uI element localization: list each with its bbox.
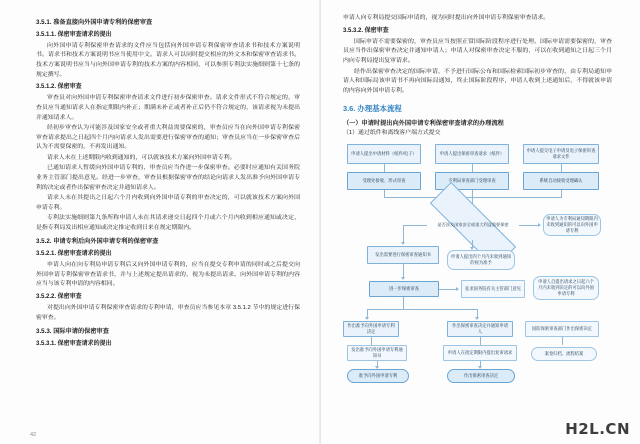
flow-arrow-7 xyxy=(365,317,369,320)
flow-node-19-label: 案卷归档、流程结案 xyxy=(544,350,584,356)
paragraph-1: 向外国申请专利保密审查请求的文件应当包括向外国申请专利保密审查请求书和技术方案说明书。请求书和技术方案说明书应当使用中文。请求人可以同时提交相应的外文本和保密审查请求书。技术方案说明书应当与向外国申请专利的技术方案的内容相同，可以参照专利法实施细则第十七条的规定撰写。 xyxy=(36,42,300,78)
subsection-heading: （一）申请时提出向外国申请专利保密审查请求的办理流程 xyxy=(343,120,504,128)
flow-node-13 xyxy=(343,321,399,337)
flow-node-3-label: 申请人提交电子申请及电子保密审查请求文件 xyxy=(526,148,596,159)
flow-node-9 xyxy=(543,214,601,236)
heading-3-5-2-1: 3.5.2.1. 保密审查请求的提出 xyxy=(36,250,112,257)
flow-node-4 xyxy=(347,172,421,190)
flow-node-1 xyxy=(347,144,421,164)
process-flow-diagram xyxy=(343,144,612,380)
flow-node-19 xyxy=(531,347,597,361)
flow-node-13-label: 作出准予向外国申请专利决定 xyxy=(347,323,395,334)
paragraph-7: 专利法实施细则第九条所称申请人未在其请求递交日起四个月或六个月内收到相应通知或决定，是指专利局发出相应通知或决定推定收到日来在规定期限内。 xyxy=(36,215,300,231)
flow-node-14-label: 作出保密审查决定并通知申请人 xyxy=(452,323,508,334)
flow-node-18 xyxy=(443,345,517,361)
paragraph-3: 经初步审查认为可能涉及国家安全或者重大利益需要保密的，审查员应当在向外国申请专利保密审查请求提出之日起四个月内向请求人发出需要进行保密审查的通知；审查员应当在一步保密审查后认为不需要保密的，不再发出通知。 xyxy=(36,125,300,151)
watermark: H2L.CN xyxy=(565,420,630,438)
flow-arrow-2 xyxy=(538,223,541,227)
flow-node-16 xyxy=(347,345,407,361)
page-number: 42 xyxy=(30,432,37,438)
flow-line-3 xyxy=(561,164,562,172)
flow-node-5-label: 专利局审查部门受理审查 xyxy=(448,177,496,183)
flow-line-5 xyxy=(472,190,473,197)
flow-node-16-label: 发出准予向外国申请专利通知书 xyxy=(351,347,403,358)
heading-3-5-1: 3.5.1. 准备直接向外国申请专利的保密审查 xyxy=(36,19,153,26)
flow-line-19 xyxy=(371,337,372,345)
flow-line-9 xyxy=(519,225,539,226)
flow-arrow-8 xyxy=(475,317,479,320)
flow-node-21 xyxy=(447,369,515,383)
flow-node-6 xyxy=(523,172,599,190)
paragraph-2: 审查员对向外国申请专利保密审查请求文件进行初步保密审查。请求文件形式不符合规定的，审查员应当通知请求人在指定期限内补正；期满未补正或者补正后仍不符合规定的，该请求视为未提出并通知请求人。 xyxy=(36,95,300,121)
flow-caption: （1）通过纸件和离线客户端方式提交 xyxy=(343,130,441,137)
flow-node-2 xyxy=(435,144,509,164)
flow-line-1 xyxy=(384,164,385,172)
paragraph-10: 国际申请不需要保密的，审查员应当按照正常国际阶段程序进行处理。国际申请需要保密的，审查员应当作出保密审查决定并通知申请人；申请人对保密审查决定不服的，可以在收到通知之日起三个月内向专利局提出复审请求。 xyxy=(343,38,612,64)
flow-line-2 xyxy=(472,164,473,172)
flow-node-9-label: 申请人为专利局通知期限内未收到通知的可以向外国申请专利 xyxy=(546,216,598,233)
paragraph-5: 已通知请求人暂缓向外国申请专利的，审查员应当作进一步保密审查。必要时应通知有关国务院业务主管部门提出意见。经进一步审查，审查员根据保密审查的结论向请求人发出准予向外国申请专利的决定或者作出保密审查决定并通知请求人。 xyxy=(36,165,300,191)
heading-3-5-1-1: 3.5.1.1. 保密审查请求的提出 xyxy=(36,31,112,38)
heading-3-5-1-2: 3.5.1.2. 保密审查 xyxy=(36,84,82,91)
flow-line-14 xyxy=(439,289,457,290)
paragraph-top: 申请人向专利局提交国际申请的，视为同时提出向外国申请专利保密审查请求。 xyxy=(343,15,550,21)
flow-line-21 xyxy=(562,337,563,345)
section-heading-3-6: 3.6. 办理基本流程 xyxy=(343,104,402,114)
flow-node-2-label: 申请人提出保密审查请求（纸件） xyxy=(439,150,505,156)
paragraph-6: 请求人未在其提出之日起六个月内收到向外国申请专利的审查决定的，可以就该技术方案向外国申请专利。 xyxy=(36,195,300,211)
flow-arrow-6 xyxy=(456,287,459,291)
flow-node-20-label: 准予向外国申请专利 xyxy=(358,372,398,378)
flow-node-10 xyxy=(447,250,515,270)
flow-node-8 xyxy=(367,246,439,264)
heading-3-5-3-2: 3.5.3.2. 保密审查 xyxy=(343,27,389,34)
flow-line-15 xyxy=(403,297,404,309)
flow-node-20 xyxy=(347,369,409,383)
flow-node-1-label: 申请人提出中请材料（纸件/电子） xyxy=(351,150,417,156)
flow-node-11 xyxy=(369,281,439,297)
flow-line-6 xyxy=(561,190,562,197)
flow-node-15-label: 申请人自提出请求之日起六个月内未收到决定的可以向外国申请专利 xyxy=(538,279,594,296)
flow-arrow-5 xyxy=(401,277,405,280)
flow-node-11-label: 进一步保密审查 xyxy=(388,285,420,291)
heading-3-5-3-1: 3.5.3.1. 保密审查请求的提出 xyxy=(36,340,112,347)
flow-node-14 xyxy=(447,321,513,337)
flow-decision-1 xyxy=(427,210,519,240)
flow-node-3 xyxy=(523,144,599,164)
flow-node-15 xyxy=(533,276,599,300)
paragraph-9: 对提出向外国申请专利保密审查请求的专利申请，审查员应当参见本章 3.5.1.2 节中的规定进行保密审查。 xyxy=(36,305,300,321)
flow-node-17-label: 国防保密审查部门作出保密决定 xyxy=(531,325,593,331)
paragraph-4: 请求人未在上述期限内收到通知的，可以就该技术方案向外国申请专利。 xyxy=(47,154,236,161)
heading-3-5-2-2: 3.5.2.2. 保密审查 xyxy=(36,293,82,300)
flow-node-4-label: 受理处接收、形式审查 xyxy=(362,177,406,183)
flow-node-10-label: 申请人提出四个月内未收到通知的视为准予 xyxy=(450,254,512,265)
flow-node-8-label: 发出需要进行保密审查通知书 xyxy=(375,251,431,257)
flow-node-17 xyxy=(525,321,599,337)
flow-node-6-label: 系统自动接收受理确认 xyxy=(539,177,583,183)
right-text-column xyxy=(320,0,640,444)
heading-3-5-3: 3.5.3. 国际申请的保密审查 xyxy=(36,328,109,336)
flow-node-18-label: 申请人在指定期限内提出复审请求 xyxy=(447,349,513,355)
flow-line-7 xyxy=(384,197,562,198)
flow-node-12 xyxy=(461,280,525,298)
heading-3-5-2: 3.5.2. 申请专利后向外国申请专利的保密审查 xyxy=(36,238,159,246)
flow-node-12-label: 征求国务院有关主管部门意见 xyxy=(465,285,521,291)
paragraph-8: 申请人向在向专利局申请专利后又向外国申请专利的，应当在提交专利申请的同时或之后提交向外国申请专利保密审查请求书，并与上述规定提出请求的，视为未提出请求。向外国申请专利的内容应当与该专利申请的内容相同。 xyxy=(36,262,300,288)
flow-node-21-label: 作出保密审查决定 xyxy=(463,372,499,378)
flow-decision-1-label: 是否涉及国家安全或重大利益需要保密 xyxy=(437,222,509,228)
flow-line-20 xyxy=(480,337,481,345)
flow-line-16 xyxy=(367,309,477,310)
flow-line-11 xyxy=(403,225,404,243)
flow-line-4 xyxy=(384,190,385,197)
flow-arrow-3 xyxy=(401,242,405,245)
flow-line-13 xyxy=(403,264,404,278)
flow-line-10 xyxy=(403,225,427,226)
paragraph-11: 经作出保密审查决定的国际申请，不予进行国际公布和国际检索国际初步审查的，由专利局通知申请人和国际局该申请书不再向国际局通知，终止国际阶段程序，申请人收到上述通知后，不得就该申请的内容向外国申请专利。 xyxy=(343,68,612,94)
